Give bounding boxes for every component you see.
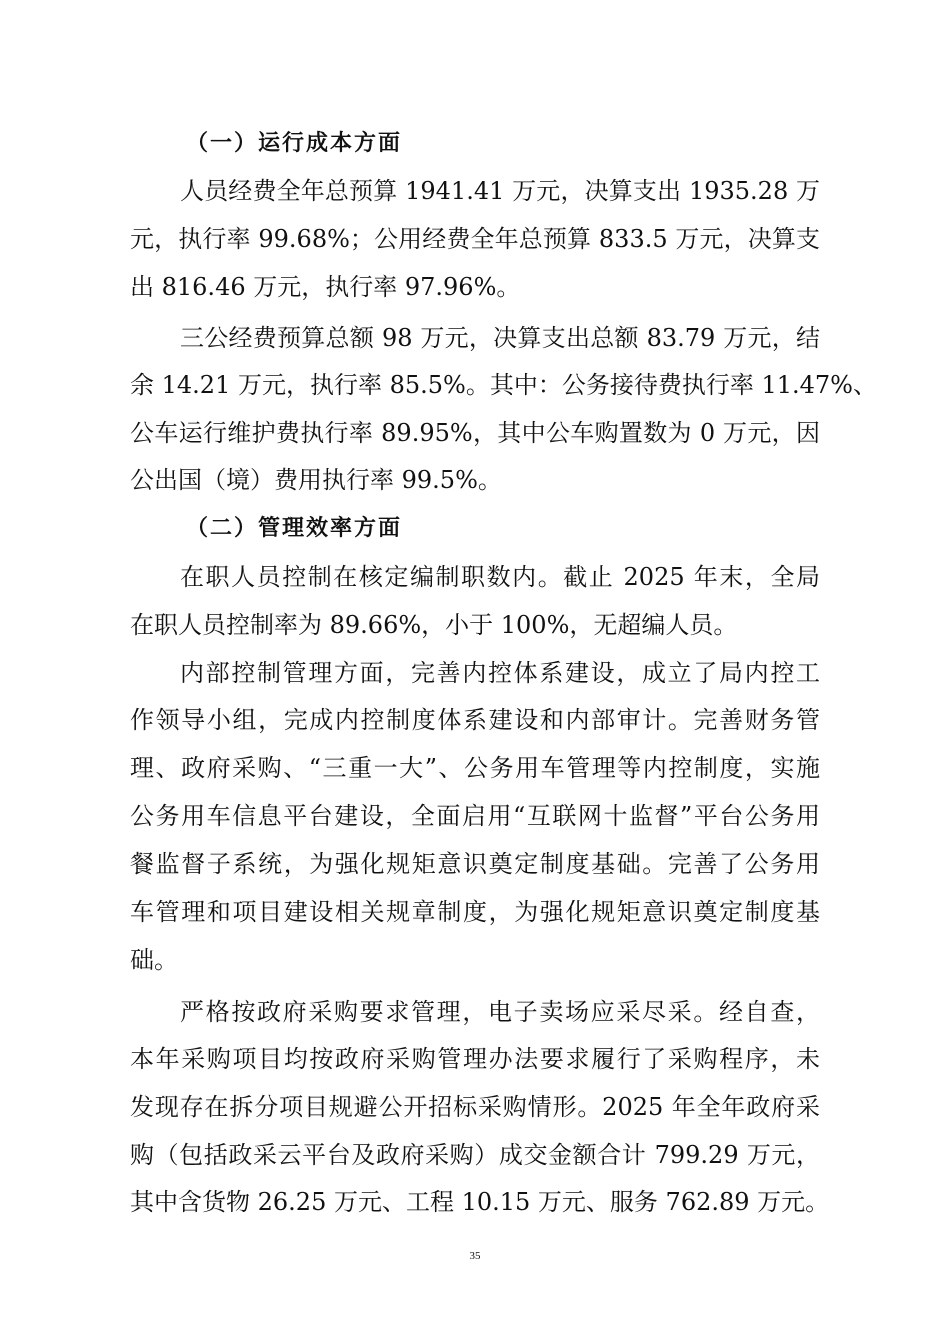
paragraph-line: 理、政府采购、“三重一大”、公务用车管理等内控制度，实施 xyxy=(130,754,820,782)
paragraph-line: 余 14.21 万元，执行率 85.5%。其中：公务接待费执行率 11.47%、 xyxy=(130,371,877,399)
paragraph-line: 础。 xyxy=(130,946,178,974)
paragraph-line: 其中含货物 26.25 万元、工程 10.15 万元、服务 762.89 万元。 xyxy=(130,1188,830,1216)
section-heading-management-efficiency: （二）管理效率方面 xyxy=(186,515,403,541)
page-number: 35 xyxy=(469,1250,481,1262)
paragraph-line: 在职人员控制在核定编制职数内。截止 2025 年末，全局 xyxy=(180,563,820,591)
paragraph-line: 内部控制管理方面，完善内控体系建设，成立了局内控工 xyxy=(180,659,820,687)
paragraph-line: 三公经费预算总额 98 万元，决算支出总额 83.79 万元，结 xyxy=(180,324,820,352)
paragraph-line: 购（包括政采云平台及政府采购）成交金额合计 799.29 万元， xyxy=(130,1141,820,1169)
paragraph-line: 出 816.46 万元，执行率 97.96%。 xyxy=(130,273,521,301)
paragraph-line: 发现存在拆分项目规避公开招标采购情形。2025 年全年政府采 xyxy=(130,1093,820,1121)
paragraph-line: 元，执行率 99.68%；公用经费全年总预算 833.5 万元，决算支 xyxy=(130,225,820,253)
paragraph-line: 公车运行维护费执行率 89.95%，其中公车购置数为 0 万元，因 xyxy=(130,419,820,447)
paragraph-line: 人员经费全年总预算 1941.41 万元，决算支出 1935.28 万 xyxy=(180,177,820,205)
paragraph-line: 公出国（境）费用执行率 99.5%。 xyxy=(130,466,502,494)
paragraph-line: 餐监督子系统，为强化规矩意识奠定制度基础。完善了公务用 xyxy=(130,850,820,878)
paragraph-line: 严格按政府采购要求管理，电子卖场应采尽采。经自查， xyxy=(180,998,820,1026)
paragraph-line: 车管理和项目建设相关规章制度，为强化规矩意识奠定制度基 xyxy=(130,898,820,926)
paragraph-line: 本年采购项目均按政府采购管理办法要求履行了采购程序，未 xyxy=(130,1045,820,1073)
section-heading-operating-cost: （一）运行成本方面 xyxy=(186,130,403,156)
paragraph-line: 在职人员控制率为 89.66%，小于 100%，无超编人员。 xyxy=(130,611,738,639)
paragraph-line: 作领导小组，完成内控制度体系建设和内部审计。完善财务管 xyxy=(130,706,820,734)
paragraph-line: 公务用车信息平台建设，全面启用“互联网十监督”平台公务用 xyxy=(130,802,820,830)
